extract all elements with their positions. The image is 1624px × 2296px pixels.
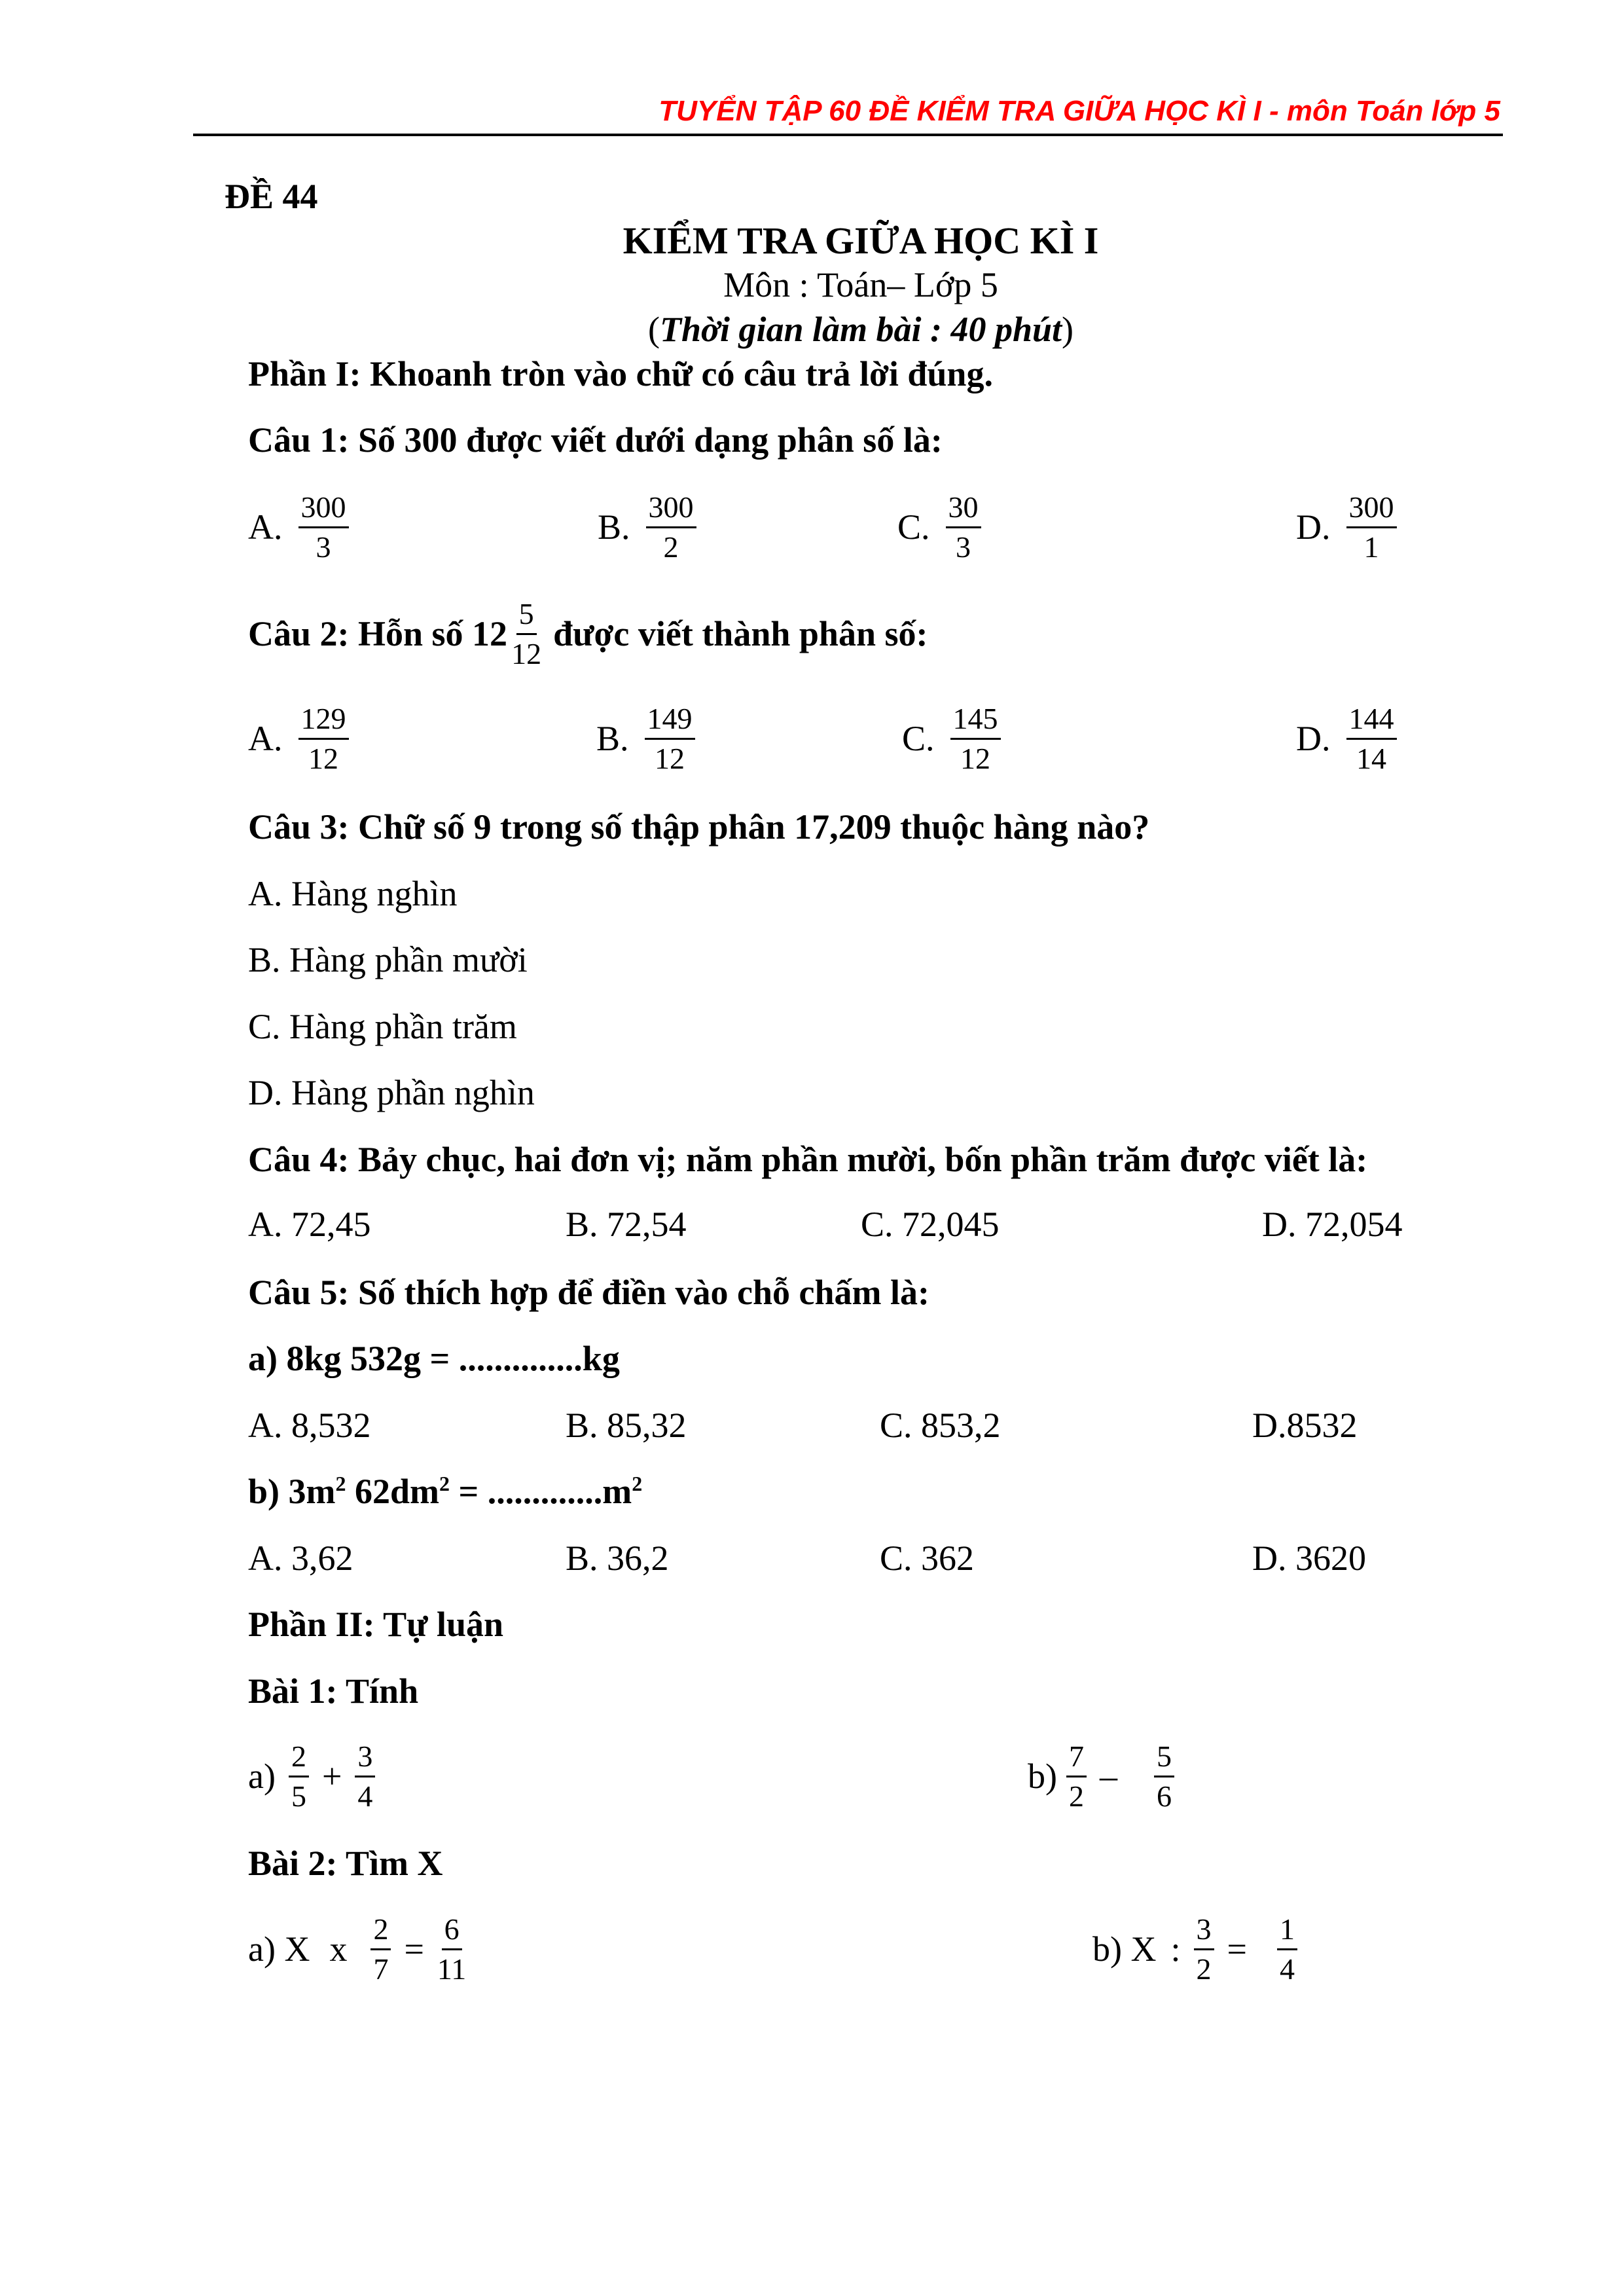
paren-open: ( xyxy=(647,310,660,349)
numerator: 2 xyxy=(370,1910,391,1950)
numerator: 30 xyxy=(946,488,981,528)
bai2-a xyxy=(248,1900,470,1998)
q1-option-c[interactable] xyxy=(897,481,985,573)
exam-subject: Môn : Toán– Lớp 5 xyxy=(723,265,998,304)
denominator: 12 xyxy=(655,741,685,775)
paren-close: ) xyxy=(1062,310,1074,349)
q4-option-b[interactable]: B. 72,54 xyxy=(566,1205,687,1244)
numerator: 300 xyxy=(298,488,349,528)
fraction xyxy=(437,1910,466,1988)
fraction xyxy=(289,1738,309,1815)
fraction xyxy=(645,700,695,778)
denominator: 14 xyxy=(1356,741,1386,775)
fraction xyxy=(298,700,349,778)
fraction xyxy=(1194,1910,1214,1988)
denominator: 2 xyxy=(663,530,679,564)
q2-option-d[interactable] xyxy=(1296,693,1401,784)
superscript: 2 xyxy=(335,1472,346,1495)
q5b-option-d[interactable]: D. 3620 xyxy=(1252,1539,1366,1578)
denominator: 3 xyxy=(956,530,971,564)
numerator: 149 xyxy=(645,700,695,740)
q2-suffix: được viết thành phân số: xyxy=(553,614,928,653)
fraction xyxy=(950,700,1001,778)
item-label: b) xyxy=(1028,1757,1057,1796)
option-label: B. xyxy=(598,507,630,547)
option-label: D. xyxy=(1296,507,1331,547)
operator: x xyxy=(329,1929,348,1969)
equals-sign: = xyxy=(1227,1929,1247,1969)
q2-option-b[interactable] xyxy=(596,693,699,784)
q2-prefix: Câu 2: Hỗn số 12 xyxy=(248,614,508,653)
q3-option-a[interactable]: A. Hàng nghìn xyxy=(248,874,458,913)
item-label: a) xyxy=(248,1757,276,1796)
q4-option-c[interactable]: C. 72,045 xyxy=(861,1205,1000,1244)
part1-title: Phần I: Khoanh tròn vào chữ có câu trả lời đúng. xyxy=(248,354,993,393)
denominator: 4 xyxy=(1279,1952,1295,1986)
numerator: 145 xyxy=(950,700,1001,740)
fraction xyxy=(646,488,696,566)
numerator: 129 xyxy=(298,700,349,740)
q4-option-a[interactable]: A. 72,45 xyxy=(248,1205,371,1244)
fraction xyxy=(1066,1738,1087,1815)
q5a-text: a) 8kg 532g = ..............kg xyxy=(248,1339,620,1378)
q2-option-c[interactable] xyxy=(902,693,1005,784)
numerator: 5 xyxy=(516,595,537,635)
denominator: 6 xyxy=(1156,1779,1172,1813)
q4-text: Câu 4: Bảy chục, hai đơn vị; năm phần mười, bốn phần trăm được viết là: xyxy=(248,1140,1368,1179)
superscript: 2 xyxy=(439,1472,450,1495)
q3-text: Câu 3: Chữ số 9 trong số thập phân 17,209 thuộc hàng nào? xyxy=(248,807,1150,847)
denominator: 1 xyxy=(1363,530,1379,564)
q1-option-b[interactable] xyxy=(598,481,700,573)
q1-option-d[interactable] xyxy=(1296,481,1401,573)
header-rule xyxy=(193,134,1503,136)
equals-sign: = xyxy=(404,1929,424,1969)
mixed-fraction xyxy=(511,595,541,673)
exam-time xyxy=(0,306,1624,352)
numerator: 3 xyxy=(355,1738,375,1777)
operator: – xyxy=(1099,1757,1117,1796)
denominator: 12 xyxy=(960,741,991,775)
option-label: D. xyxy=(1296,719,1331,758)
q5b-option-a[interactable]: A. 3,62 xyxy=(248,1539,353,1578)
superscript: 2 xyxy=(632,1472,643,1495)
bai1-a xyxy=(248,1727,379,1825)
denominator: 11 xyxy=(437,1952,467,1986)
option-label: B. xyxy=(596,719,629,758)
part2-title: Phần II: Tự luận xyxy=(248,1605,504,1644)
denominator: 5 xyxy=(291,1779,306,1813)
bai1-title: Bài 1: Tính xyxy=(248,1671,419,1711)
operator: : xyxy=(1170,1929,1181,1969)
item-label: b) X xyxy=(1092,1929,1157,1969)
bai2-b xyxy=(1092,1900,1301,1998)
numerator: 2 xyxy=(289,1738,309,1777)
numerator: 5 xyxy=(1154,1738,1174,1777)
fraction xyxy=(370,1910,391,1988)
q5a-option-d[interactable]: D.8532 xyxy=(1252,1406,1358,1445)
fraction xyxy=(1277,1910,1297,1988)
q5a-option-a[interactable]: A. 8,532 xyxy=(248,1406,371,1445)
q5b-option-b[interactable]: B. 36,2 xyxy=(566,1539,669,1578)
operator: + xyxy=(321,1757,342,1796)
q5a-option-b[interactable]: B. 85,32 xyxy=(566,1406,687,1445)
q5b-part: b) 3m xyxy=(248,1472,336,1511)
option-label: C. xyxy=(897,507,930,547)
q1-text: Câu 1: Số 300 được viết dưới dạng phân số là: xyxy=(248,420,943,460)
q2-text xyxy=(248,588,928,680)
option-label: C. xyxy=(902,719,935,758)
fraction xyxy=(1346,700,1397,778)
fraction xyxy=(1154,1738,1174,1815)
running-header: TUYỂN TẬP 60 ĐỀ KIỂM TRA GIỮA HỌC KÌ I - môn Toán lớp 5 xyxy=(659,95,1500,127)
denominator: 3 xyxy=(316,530,331,564)
q5b-part: = .............m xyxy=(450,1472,632,1511)
numerator: 300 xyxy=(646,488,696,528)
q1-option-a[interactable] xyxy=(248,481,353,573)
numerator: 1 xyxy=(1277,1910,1297,1950)
q5b-option-c[interactable]: C. 362 xyxy=(880,1539,975,1578)
exam-title: KIỂM TRA GIỮA HỌC KÌ I xyxy=(623,219,1099,262)
numerator: 7 xyxy=(1066,1738,1087,1777)
denominator: 2 xyxy=(1196,1952,1212,1986)
bai1-b xyxy=(1028,1727,1178,1825)
q5b-text xyxy=(248,1468,642,1514)
q3-option-d[interactable]: D. Hàng phần nghìn xyxy=(248,1073,535,1112)
q3-option-c[interactable]: C. Hàng phần trăm xyxy=(248,1007,517,1046)
fraction xyxy=(1346,488,1397,566)
numerator: 3 xyxy=(1194,1910,1214,1950)
q4-option-d[interactable]: D. 72,054 xyxy=(1262,1205,1403,1244)
denominator: 2 xyxy=(1068,1779,1084,1813)
q3-option-b[interactable]: B. Hàng phần mười xyxy=(248,940,528,979)
fraction xyxy=(355,1738,375,1815)
q5a-option-c[interactable]: C. 853,2 xyxy=(880,1406,1001,1445)
option-label: A. xyxy=(248,719,283,758)
numerator: 300 xyxy=(1346,488,1397,528)
denominator: 7 xyxy=(373,1952,389,1986)
denominator: 12 xyxy=(308,741,338,775)
time-text: Thời gian làm bài : 40 phút xyxy=(659,310,1062,349)
q5-text: Câu 5: Số thích hợp để điền vào chỗ chấm là: xyxy=(248,1273,930,1312)
q2-option-a[interactable] xyxy=(248,693,353,784)
numerator: 144 xyxy=(1346,700,1397,740)
exam-code: ĐỀ 44 xyxy=(225,177,318,216)
denominator: 12 xyxy=(511,636,542,670)
denominator: 4 xyxy=(357,1779,373,1813)
item-label: a) X xyxy=(248,1929,310,1969)
option-label: A. xyxy=(248,507,283,547)
fraction xyxy=(298,488,349,566)
fraction xyxy=(946,488,981,566)
q5b-part: 62dm xyxy=(346,1472,440,1511)
bai2-title: Bài 2: Tìm X xyxy=(248,1844,443,1883)
numerator: 6 xyxy=(442,1910,462,1950)
